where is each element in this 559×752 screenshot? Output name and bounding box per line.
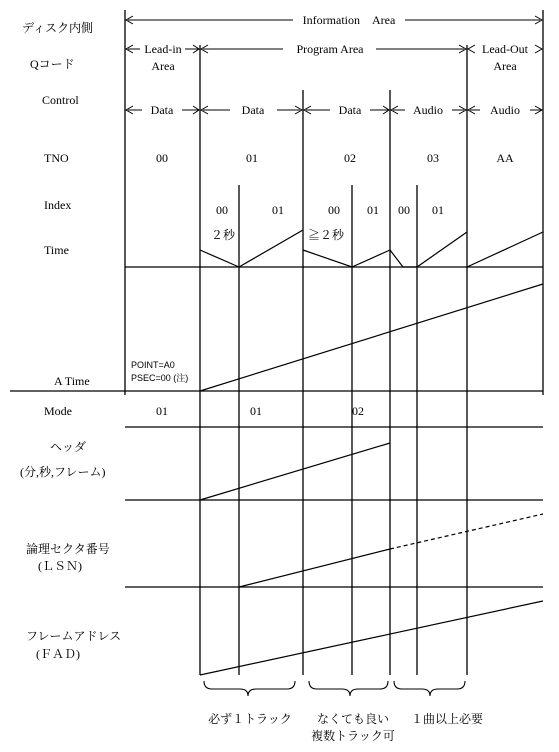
label-fad: フレームアドレス <box>26 629 122 643</box>
brace-track1 <box>204 681 295 696</box>
label-lead-out-area: Area <box>493 59 517 73</box>
index-track2-00: 00 <box>328 203 340 217</box>
label-lsn-abbr: (ＬＳＮ) <box>38 559 82 573</box>
tno-track2: 02 <box>344 151 356 165</box>
brace-track2 <box>309 681 388 696</box>
index-track1-01: 01 <box>272 203 284 217</box>
point-note-2: PSEC=00 (注) <box>131 373 189 383</box>
label-fad-abbr: (ＦＡＤ) <box>36 647 80 661</box>
point-note-1: POINT=A0 <box>131 360 175 370</box>
label-lsn: 論理セクタ番号 <box>26 542 110 556</box>
mode-track1: 01 <box>250 404 262 418</box>
track3-time <box>390 232 467 267</box>
label-lead-in: Lead-in <box>144 42 182 56</box>
label-mode: Mode <box>44 404 72 418</box>
ramps <box>200 284 543 675</box>
lsn-ramp <box>239 549 390 587</box>
index-track3-00: 00 <box>398 203 410 217</box>
tno-leadin: 00 <box>156 151 168 165</box>
label-control: Control <box>42 93 79 107</box>
label-time: Time <box>44 243 69 257</box>
index-track1-00: 00 <box>216 203 228 217</box>
label-information-area: Information Area <box>302 13 396 27</box>
mode-leadin: 01 <box>156 404 168 418</box>
arrowhead <box>468 45 475 53</box>
mode-track2: 02 <box>352 404 364 418</box>
control-track3: Audio <box>413 103 443 117</box>
bottom-braces <box>204 681 465 696</box>
time-note-2sec: ２秒 <box>211 228 236 242</box>
control-track2: Data <box>338 103 362 117</box>
tno-track3: 03 <box>427 151 439 165</box>
label-program-area: Program Area <box>296 42 364 56</box>
tno-leadout: AA <box>496 151 514 165</box>
index-track2-01: 01 <box>367 203 379 217</box>
time-note-ge-2sec: ≧２秒 <box>308 228 345 242</box>
label-lead-out: Lead-Out <box>482 42 528 56</box>
label-disc-inner: ディスク内側 <box>22 21 94 35</box>
header-ramp <box>200 443 390 500</box>
control-track1: Data <box>241 103 265 117</box>
brace-note-track3: １曲以上必要 <box>410 712 484 726</box>
atime-ramp <box>200 284 543 391</box>
label-tno: TNO <box>44 151 69 165</box>
leadout-time <box>467 232 543 267</box>
brace-note-track1: 必ず１トラック <box>208 712 292 726</box>
control-leadin: Data <box>150 103 174 117</box>
brace-note-track2-sub: 複数トラック可 <box>311 729 395 743</box>
brace-track3 <box>394 681 465 696</box>
label-header-units: (分,秒,フレーム) <box>20 465 106 479</box>
label-index: Index <box>44 198 72 212</box>
label-lead-in-area: Area <box>151 59 175 73</box>
index-track3-01: 01 <box>432 203 444 217</box>
tno-track1: 01 <box>246 151 258 165</box>
arrowhead <box>535 45 542 53</box>
label-q-code: Qコード <box>30 57 75 71</box>
track2-time <box>303 250 390 267</box>
control-leadout: Audio <box>490 103 520 117</box>
fad-ramp <box>200 601 543 675</box>
label-header: ヘッダ <box>50 440 87 454</box>
area-arrows <box>126 16 542 114</box>
time-waveform <box>200 230 543 267</box>
horizontal-rules <box>10 267 543 587</box>
brace-note-track2: なくても良い <box>316 712 390 726</box>
label-a-time: A Time <box>54 374 90 388</box>
